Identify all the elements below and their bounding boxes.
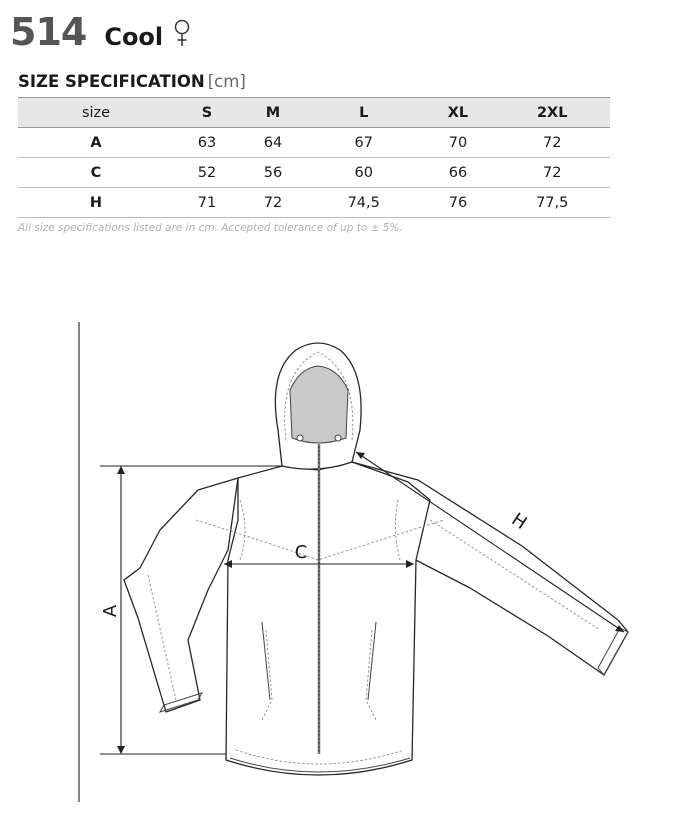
table-cell: 77,5 (494, 188, 610, 218)
table-cell: 56 (240, 158, 306, 188)
size-header-2xl: 2XL (494, 98, 610, 128)
table-cell: 67 (306, 128, 421, 158)
product-name: Cool (104, 23, 164, 51)
table-cell: 60 (306, 158, 421, 188)
size-spec-title-text: SIZE SPECIFICATION (18, 72, 205, 91)
label-c: C (294, 542, 308, 563)
table-cell: 76 (421, 188, 494, 218)
size-header-xl: XL (421, 98, 494, 128)
size-header-label: size (18, 98, 174, 128)
size-spec-unit: [cm] (207, 72, 246, 91)
product-code: 514 (10, 10, 87, 54)
size-header-s: S (174, 98, 240, 128)
tolerance-note: All size specifications listed are in cm. Accepted tolerance of up to ± 5%. (18, 222, 403, 234)
table-cell: 52 (174, 158, 240, 188)
table-cell: 72 (494, 158, 610, 188)
label-h: H (507, 508, 531, 534)
table-cell: 72 (240, 188, 306, 218)
size-header-l: L (306, 98, 421, 128)
table-cell: 72 (494, 128, 610, 158)
table-cell: 74,5 (306, 188, 421, 218)
row-label: H (18, 188, 174, 218)
size-header-m: M (240, 98, 306, 128)
table-cell: 66 (421, 158, 494, 188)
row-label: C (18, 158, 174, 188)
table-cell: 71 (174, 188, 240, 218)
table-cell: 64 (240, 128, 306, 158)
label-a: A (100, 604, 121, 618)
jacket-illustration (124, 343, 628, 775)
table-cell: 63 (174, 128, 240, 158)
row-label: A (18, 128, 174, 158)
table-cell: 70 (421, 128, 494, 158)
